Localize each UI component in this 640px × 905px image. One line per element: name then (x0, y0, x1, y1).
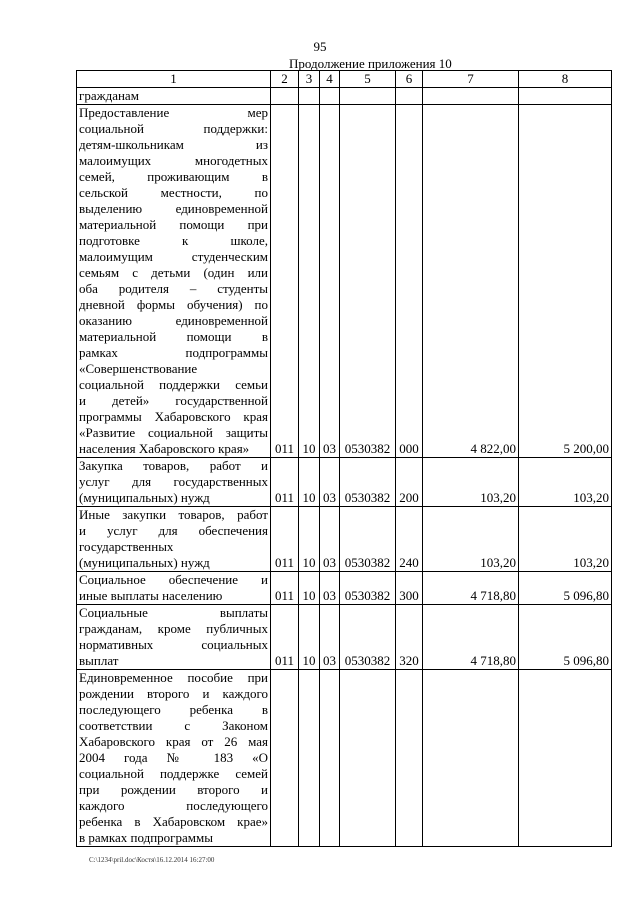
amount-2015-cell: 4 718,80 (423, 572, 519, 605)
description-line: гражданам, кроме публичных (79, 621, 268, 636)
description-line: в рамках подпрограммы (79, 830, 213, 845)
amount-2015-cell: 4 718,80 (423, 605, 519, 670)
amount-2016-cell: 103,20 (519, 507, 612, 572)
row-description (77, 88, 271, 105)
ministry-code-cell: 011 (271, 605, 299, 670)
subsection-code-cell (320, 670, 340, 847)
description-line: Социальное обеспечение и (79, 572, 268, 587)
description-line: семей, проживающим в (79, 169, 268, 184)
table-row (77, 105, 612, 458)
target-article-code-cell: 0530382 (340, 605, 396, 670)
subsection-code-cell (320, 88, 340, 105)
amount-2016-cell: 5 200,00 (519, 105, 612, 458)
description-line: Хабаровского края от 26 мая (79, 734, 268, 749)
description-line: при рождении второго и (79, 782, 268, 797)
description-line: последующего ребенка в (79, 702, 268, 717)
description-line: семьям с детьми (один или (79, 265, 268, 280)
amount-2016-cell (519, 670, 612, 847)
description-line: услуг для государственных (79, 474, 268, 489)
subsection-code-cell: 03 (320, 458, 340, 507)
target-article-code-cell (340, 670, 396, 847)
description-line: населения Хабаровского края» (79, 441, 250, 456)
description-line: Единовременное пособие при (79, 670, 268, 685)
amount-2016-cell: 5 096,80 (519, 605, 612, 670)
description-line: рамках подпрограммы (79, 345, 268, 360)
expense-type-code-cell (396, 88, 423, 105)
appendix-caption: Продолжение приложения 10 (289, 56, 452, 71)
description-line: дневной формы обучения) по (79, 297, 268, 312)
expense-type-code-cell: 320 (396, 605, 423, 670)
amount-2016-cell: 103,20 (519, 458, 612, 507)
description-line: материальной помощи при (79, 217, 268, 232)
section-code-cell (299, 670, 320, 847)
description-line: подготовке к школе, (79, 233, 268, 248)
budget-table (76, 70, 612, 847)
table-row (77, 88, 612, 105)
amount-2015-cell (423, 670, 519, 847)
description-line: Закупка товаров, работ и (79, 458, 268, 473)
description-line: социальной поддержке семей (79, 766, 268, 781)
description-line: оба родителя – студенты (79, 281, 268, 296)
description-line: сельской местности, по (79, 185, 268, 200)
description-line: оказанию единовременной (79, 313, 268, 328)
description-line: детям-школьникам из (79, 137, 268, 152)
description-line: социальной поддержки: (79, 121, 268, 136)
row-description (77, 670, 271, 847)
description-line: и услуг для обеспечения (79, 523, 268, 538)
section-code-cell (299, 88, 320, 105)
amount-2015-cell (423, 88, 519, 105)
description-line: государственных (79, 539, 174, 554)
ministry-code-cell (271, 670, 299, 847)
target-article-code-cell: 0530382 (340, 507, 396, 572)
row-description (77, 605, 271, 670)
description-line: Социальные выплаты (79, 605, 268, 620)
description-line: (муниципальных) нужд (79, 490, 210, 505)
ministry-code-cell: 011 (271, 572, 299, 605)
row-description (77, 572, 271, 605)
expense-type-code-cell: 300 (396, 572, 423, 605)
subsection-code-cell: 03 (320, 105, 340, 458)
amount-2015-cell: 103,20 (423, 507, 519, 572)
amount-2015-cell: 103,20 (423, 458, 519, 507)
description-line: материальной помощи в (79, 329, 268, 344)
description-line: Иные закупки товаров, работ (79, 507, 268, 522)
target-article-code-cell: 0530382 (340, 458, 396, 507)
description-line: нормативных социальных (79, 637, 268, 652)
header-col-6: 6 (396, 71, 423, 88)
target-article-code-cell: 0530382 (340, 572, 396, 605)
ministry-code-cell: 011 (271, 458, 299, 507)
description-line: программы Хабаровского края (79, 409, 268, 424)
expense-type-code-cell: 240 (396, 507, 423, 572)
description-line: социальной поддержки семьи (79, 377, 268, 392)
description-line: выделению единовременной (79, 201, 268, 216)
subsection-code-cell: 03 (320, 605, 340, 670)
table-header-row (77, 71, 612, 88)
expense-type-code-cell (396, 670, 423, 847)
description-line: выплат (79, 653, 119, 668)
section-code-cell: 10 (299, 507, 320, 572)
section-code-cell: 10 (299, 605, 320, 670)
table-row (77, 507, 612, 572)
description-line: малоимущим студенческим (79, 249, 268, 264)
description-line: (муниципальных) нужд (79, 555, 210, 570)
header-col-3: 3 (299, 71, 320, 88)
description-line: соответствии с Законом (79, 718, 268, 733)
table-row (77, 572, 612, 605)
description-line: каждого последующего (79, 798, 268, 813)
row-description (77, 507, 271, 572)
ministry-code-cell: 011 (271, 105, 299, 458)
target-article-code-cell (340, 88, 396, 105)
description-line: рождении второго и каждого (79, 686, 268, 701)
row-description (77, 105, 271, 458)
section-code-cell: 10 (299, 572, 320, 605)
amount-2016-cell: 5 096,80 (519, 572, 612, 605)
ministry-code-cell (271, 88, 299, 105)
file-path-footer: C:\1234\pril.doc\Костя\16.12.2014 16:27:00 (89, 856, 215, 864)
page-number: 95 (313, 39, 327, 54)
subsection-code-cell: 03 (320, 507, 340, 572)
header-col-5: 5 (340, 71, 396, 88)
amount-2015-cell: 4 822,00 (423, 105, 519, 458)
amount-2016-cell (519, 88, 612, 105)
budget-table-body (77, 71, 612, 847)
header-col-2: 2 (271, 71, 299, 88)
description-line: иные выплаты населению (79, 588, 223, 603)
expense-type-code-cell: 200 (396, 458, 423, 507)
row-description (77, 458, 271, 507)
expense-type-code-cell: 000 (396, 105, 423, 458)
description-line: гражданам (79, 88, 139, 103)
target-article-code-cell: 0530382 (340, 105, 396, 458)
description-line: «Совершенствование (79, 361, 198, 376)
table-row (77, 605, 612, 670)
description-line: малоимущих многодетных (79, 153, 268, 168)
header-col-8: 8 (519, 71, 612, 88)
description-line: ребенка в Хабаровском крае» (79, 814, 268, 829)
header-col-7: 7 (423, 71, 519, 88)
description-line: «Развитие социальной защиты (79, 425, 268, 440)
section-code-cell: 10 (299, 458, 320, 507)
description-line: 2004 года № 183 «О (79, 750, 268, 765)
header-col-4: 4 (320, 71, 340, 88)
ministry-code-cell: 011 (271, 507, 299, 572)
subsection-code-cell: 03 (320, 572, 340, 605)
description-line: и детей» государственной (79, 393, 268, 408)
header-col-1: 1 (77, 71, 271, 88)
table-row (77, 458, 612, 507)
section-code-cell: 10 (299, 105, 320, 458)
description-line: Предоставление мер (79, 105, 268, 120)
table-row (77, 670, 612, 847)
